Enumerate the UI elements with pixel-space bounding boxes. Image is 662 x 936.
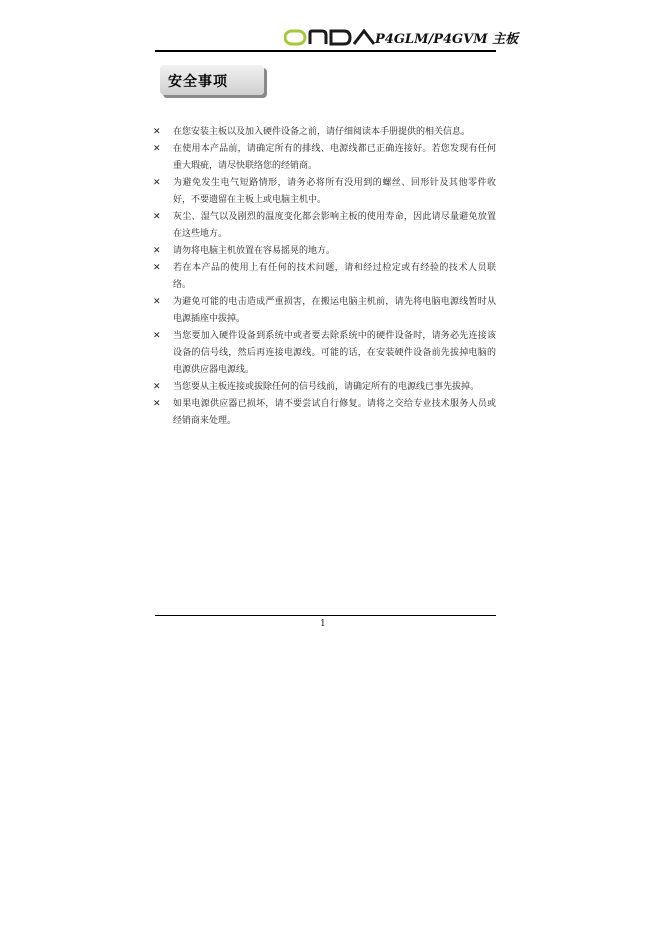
model-title: P4GLM/P4GVM 主板 [375, 32, 519, 47]
bullet-icon: ✕ [153, 127, 161, 137]
onda-logo [284, 29, 376, 47]
list-item: ✕ 请勿将电脑主机放置在容易摇晃的地方。 [153, 243, 496, 260]
section-title-box [160, 65, 268, 97]
list-item: ✕ 在使用本产品前，请确定所有的排线、电源线都已正确连接好。若您发现有任何重大瑕疵，请尽快联络您的经销商。 [153, 141, 496, 175]
bullet-icon: ✕ [153, 246, 161, 256]
list-item: ✕ 如果电源供应器已损坏，请不要尝试自行修复。请将之交给专业技术服务人员或经销商来处理。 [153, 396, 496, 430]
bullet-icon: ✕ [153, 178, 161, 188]
list-item: ✕ 当您要从主板连接或拔除任何的信号线前，请确定所有的电源线已事先拔掉。 [153, 379, 496, 396]
list-item: ✕ 在您安装主板以及加入硬件设备之前，请仔细阅读本手册提供的相关信息。 [153, 124, 496, 141]
bullet-icon: ✕ [153, 331, 161, 341]
footer-divider [155, 615, 496, 616]
page-number: 1 [320, 619, 326, 629]
list-item: ✕ 灰尘、湿气以及剧烈的温度变化都会影响主板的使用寿命，因此请尽量避免放置在这些地方。 [153, 209, 496, 243]
bullet-icon: ✕ [153, 399, 161, 409]
list-item: ✕ 若在本产品的使用上有任何的技术问题，请和经过检定或有经验的技术人员联络。 [153, 260, 496, 294]
safety-list [153, 124, 496, 430]
page-header [155, 26, 519, 52]
bullet-icon: ✕ [153, 263, 161, 273]
list-item: ✕ 为避免可能的电击造成严重损害，在搬运电脑主机前，请先将电脑电源线暂时从电源插座中拔掉。 [153, 294, 496, 328]
list-item: ✕ 当您要加入硬件设备到系统中或者要去除系统中的硬件设备时，请务必先连接该设备的信号线，然后再连接电源线。可能的话，在安装硬件设备前先拔掉电脑的电源供应器电源线。 [153, 328, 496, 379]
bullet-icon: ✕ [153, 382, 161, 392]
section-title: 安全事项 [168, 74, 228, 90]
bullet-icon: ✕ [153, 212, 161, 222]
bullet-icon: ✕ [153, 144, 161, 154]
bullet-icon: ✕ [153, 297, 161, 307]
list-item: ✕ 为避免发生电气短路情形，请务必将所有没用到的螺丝、回形针及其他零件收好，不要遗留在主板上或电脑主机中。 [153, 175, 496, 209]
